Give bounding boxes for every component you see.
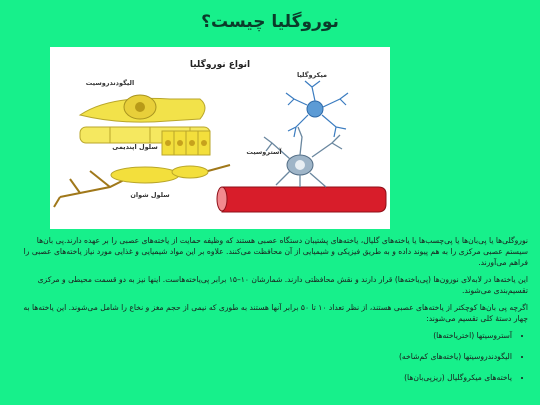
page-title: نوروگلیا چیست؟ xyxy=(201,12,339,32)
label-microglia: میکروگلیا xyxy=(296,71,328,79)
ependymal-cells-drawing xyxy=(162,131,210,155)
list-item: • آستروسیتها (اختریاخته‌ها) xyxy=(14,330,512,341)
figure-heading: انواع نوروگلیا xyxy=(189,60,251,70)
paragraph-location: این یاخته‌ها در لابه‌لای نورون‌ها (پی‌یاخته‌ها) قرار دارند و نقش محافظتی دارند. شمارشان ۱۰–۱۵ برابر پی‌یاخته‌هاست. اینها نیز به دو قسمت محیطی و مرکزی تقسیم‌بندی می‌شوند. xyxy=(37,275,528,295)
list-item: • یاخته‌های میکروگلیال (ریزپی‌بان‌ها) xyxy=(14,372,512,383)
label-astrocyte: آستروسیت xyxy=(246,148,282,156)
article-body xyxy=(14,235,528,393)
paragraph-classification: اگرچه پی بان‌ها کوچکتر از یاخته‌های عصبی هستند، از نظر تعداد ۱۰ تا ۵۰ برابر آنها هستند به طوری که نیمی از حجم مغز و نخاع را شامل می‌شوند. این یاخته‌ها به چهار دستهٔ کلی تقسیم می‌شوند: xyxy=(23,303,528,323)
label-schwann: سلول شوان xyxy=(130,191,170,199)
neuroglia-illustration xyxy=(50,47,390,229)
label-ependymal: سلول اپندیمی xyxy=(112,143,158,151)
paragraph-definition: نوروگلی‌ها یا پی‌بان‌ها یا پی‌چسب‌ها یا یاخته‌های گلیال، یاخته‌های پشتیبان دستگاه عصبی هستند که وظیفه حمایت از یاخته‌های عصبی را بر عهده دارند.پی بان‌ها سیستم عصبی مرکزی را به هم پیوند داده و به طریق فیزیکی و شیمیایی از آن محافظت می‌کنند. علاوه بر این مواد شیمیایی و غذایی مورد نیاز یاخته‌های عصبی را فراهم می‌آورند. xyxy=(23,236,528,267)
neuroglia-types-figure xyxy=(50,47,390,229)
glia-types-list xyxy=(14,330,528,383)
list-item: • الیگودندروسیتها (یاخته‌های کم‌شاخه) xyxy=(14,351,512,362)
label-oligodendrocyte: الیگودندروسیت xyxy=(85,79,135,87)
